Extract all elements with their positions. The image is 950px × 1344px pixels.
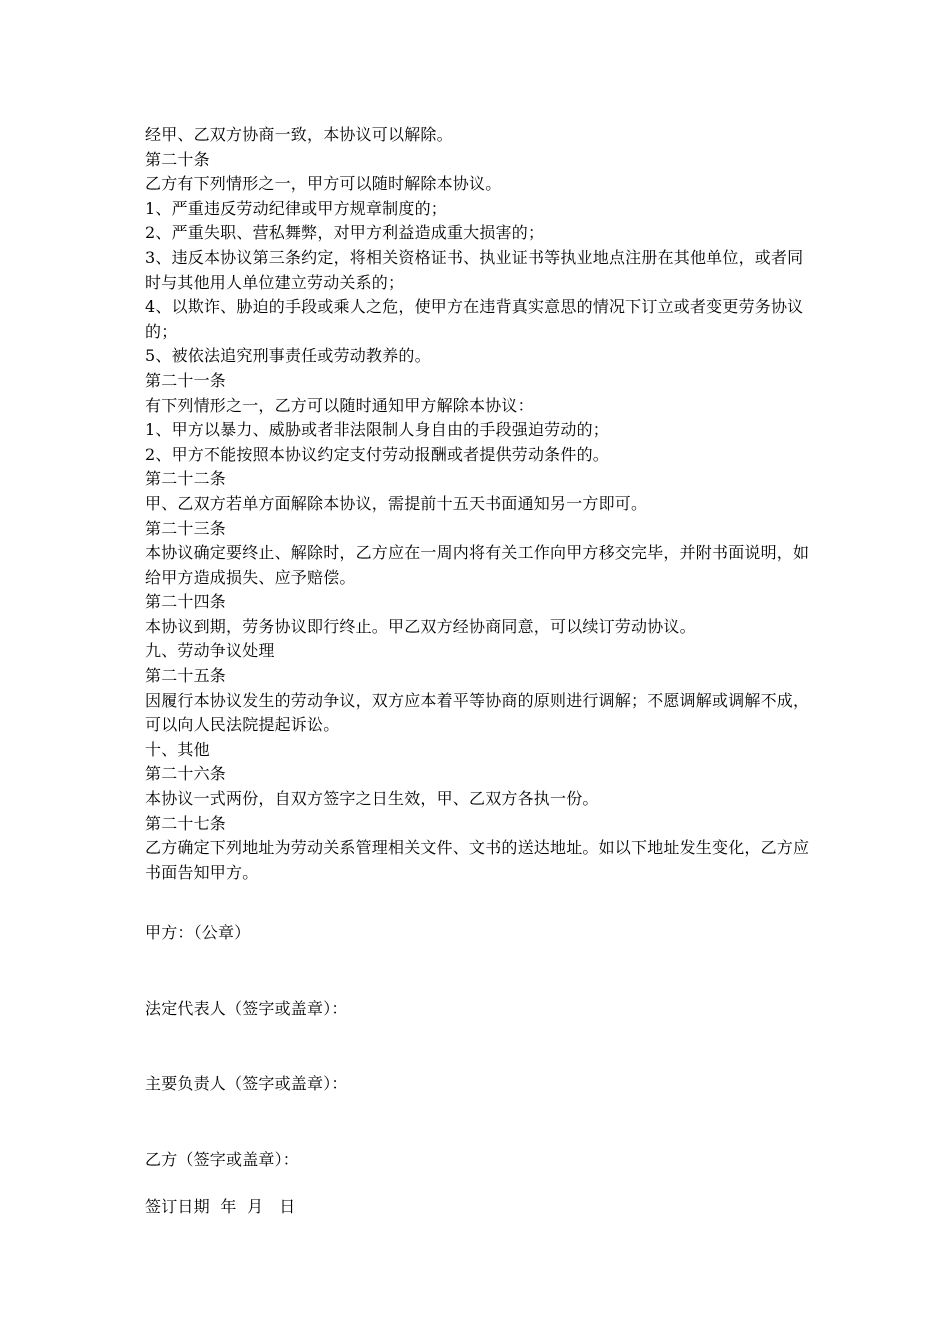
article-heading: 第二十六条 (145, 764, 227, 784)
body-line: 经甲、乙双方协商一致，本协议可以解除。 (145, 125, 453, 144)
list-item: 3、违反本协议第三条约定，将相关资格证书、执业证书等执业地点注册在其他单位，或者同时与其他用人单位建立劳动关系的； (145, 247, 804, 292)
article-heading: 第二十四条 (145, 592, 227, 612)
list-item: 1、甲方以暴力、威胁或者非法限制人身自由的手段强迫劳动的； (145, 420, 609, 440)
section-heading: 十、其他 (145, 739, 210, 759)
article-heading: 第二十条 (145, 149, 210, 169)
article-heading: 第二十七条 (145, 813, 227, 833)
agreement-body (145, 123, 810, 885)
article-heading: 第二十二条 (145, 469, 227, 489)
list-item: 4、以欺诈、胁迫的手段或乘人之危，使甲方在违背真实意思的情况下订立或者变更劳务协议的； (145, 297, 804, 341)
body-line: 乙方确定下列地址为劳动关系管理相关文件、文书的送达地址。如以下地址发生变化，乙方应书面告知甲方。 (145, 838, 810, 882)
list-item: 5、被依法追究刑事责任或劳动教养的。 (145, 346, 431, 366)
article-heading: 第二十五条 (145, 666, 227, 686)
article-heading: 第二十一条 (145, 370, 227, 390)
list-item: 2、甲方不能按照本协议约定支付劳动报酬或者提供劳动条件的。 (145, 444, 609, 464)
list-item: 2、严重失职、营私舞弊，对甲方利益造成重大损害的； (145, 223, 545, 243)
sign-date-label: 签订日期 年 月 日 (145, 1197, 296, 1216)
party-a-label: 甲方：（公章） (145, 923, 251, 942)
article-heading: 第二十三条 (145, 518, 227, 538)
body-line: 乙方有下列情形之一，甲方可以随时解除本协议。 (145, 174, 502, 194)
body-line: 因履行本协议发生的劳动争议，双方应本着平等协商的原则进行调解；不愿调解或调解不成，可以向人民法院提起诉讼。 (145, 690, 810, 735)
body-line: 有下列情形之一，乙方可以随时通知甲方解除本协议： (145, 395, 534, 415)
body-line: 本协议到期，劳务协议即行终止。甲乙双方经协商同意，可以续订劳动协议。 (145, 616, 696, 636)
section-heading: 九、劳动争议处理 (145, 641, 275, 661)
principal-label: 主要负责人（签字或盖章）： (145, 1074, 348, 1093)
body-line: 本协议一式两份，自双方签字之日生效，甲、乙双方各执一份。 (145, 789, 599, 809)
list-item: 1、严重违反劳动纪律或甲方规章制度的； (145, 198, 447, 218)
body-line: 甲、乙双方若单方面解除本协议，需提前十五天书面通知另一方即可。 (145, 493, 648, 513)
legal-representative-label: 法定代表人（签字或盖章）： (145, 999, 348, 1018)
body-line: 本协议确定要终止、解除时，乙方应在一周内将有关工作向甲方移交完毕，并附书面说明，如给甲方造成损失、应予赔偿。 (145, 543, 810, 587)
party-b-label: 乙方（签字或盖章）： (145, 1150, 300, 1169)
